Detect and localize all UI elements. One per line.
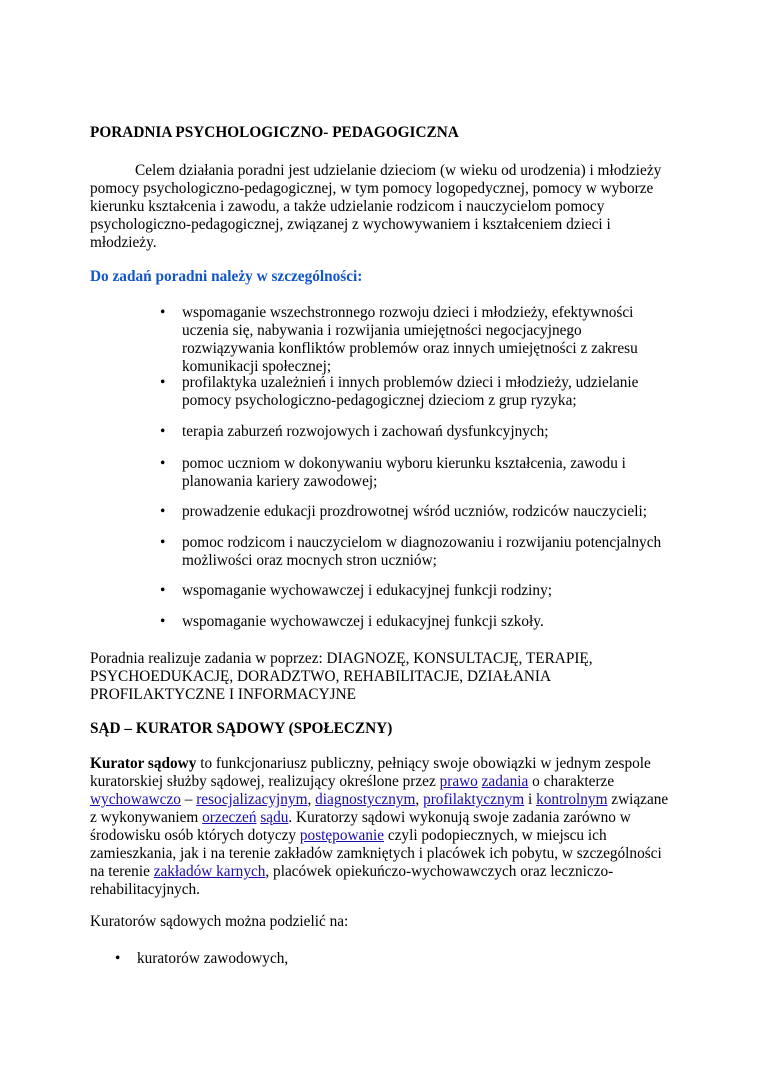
list-item: • kuratorów zawodowych, bbox=[137, 950, 627, 968]
link-resocjalizacyjnym[interactable]: resocjalizacyjnym bbox=[196, 791, 308, 808]
list-item: • wspomaganie wszechstronnego rozwoju dzieci i młodzieży, efektywności uczenia się, nabywania i rozwijania umiejętności negocjacyjnego rozwiązywania konfliktów problemów oraz innych umiejętności z zakresu komunikacji społecznej; bbox=[182, 304, 672, 376]
intro-paragraph: Celem działania poradni jest udzielanie dzieciom (w wieku od urodzenia) i młodzieży pomocy psychologiczno-pedagogicznej, w tym pomocy logopedycznej, pomocy w wyborze kierunku kształcenia i zawodu, a także udzielanie rodzicom i nauczycielom pomocy psychologiczno-pedagogicznej, związanej z wychowywaniem i kształceniem dzieci i młodzieży. bbox=[90, 162, 662, 251]
section-title-poradnia: PORADNIA PSYCHOLOGICZNO- PEDAGOGICZNA bbox=[90, 124, 459, 141]
list-item: • pomoc rodzicom i nauczycielom w diagnozowaniu i rozwijaniu potencjalnych możliwości oraz mocnych stron uczniów; bbox=[182, 534, 672, 570]
link-postepowanie[interactable]: postępowanie bbox=[299, 827, 385, 844]
link-prawo[interactable]: prawo bbox=[439, 773, 478, 790]
kurator-types-intro: Kuratorów sądowych można podzielić na: bbox=[90, 913, 349, 930]
section-title-kurator: SĄD – KURATOR SĄDOWY (SPOŁECZNY) bbox=[90, 720, 393, 737]
list-item: • profilaktyka uzależnień i innych problemów dzieci i młodzieży, udzielanie pomocy psychologiczno-pedagogicznej dzieciom z grup ryzyka; bbox=[182, 374, 672, 410]
list-item: • terapia zaburzeń rozwojowych i zachowań dysfunkcyjnych; bbox=[182, 423, 672, 441]
kurator-paragraph: Kurator sądowy to funkcjonariusz publiczny, pełniący swoje obowiązki w jednym zespole kuratorskiej służby sądowej, realizujący określone przez prawo zadania o charakterze wychowawczo – resocjalizacyjnym, diagnostycznym, profilaktycznym i kontrolnym związane z wykonywaniem orzeczeń sądu. Kuratorzy sądowi wykonują swoje zadania zarówno w środowisku osób których dotyczy postępowanie czyli podopiecznych, w miejscu ich zamieszkania, jak i na terenie zakładów zamkniętych i placówek ich pobytu, w szczególności na terenie zakładów karnych, placówek opiekuńczo-wychowawczych oraz leczniczo-rehabilitacyjnych. bbox=[90, 755, 669, 898]
link-wychowawczo[interactable]: wychowawczo bbox=[90, 791, 181, 808]
link-kontrolnym[interactable]: kontrolnym bbox=[536, 791, 608, 808]
list-item: • pomoc uczniom w dokonywaniu wyboru kierunku kształcenia, zawodu i planowania kariery zawodowej; bbox=[182, 455, 672, 491]
link-profilaktycznym[interactable]: profilaktycznym bbox=[423, 791, 525, 808]
list-item: • wspomaganie wychowawczej i edukacyjnej funkcji rodziny; bbox=[182, 582, 672, 600]
list-item: • prowadzenie edukacji prozdrowotnej wśród uczniów, rodziców nauczycieli; bbox=[182, 503, 672, 521]
list-item: • wspomaganie wychowawczej i edukacyjnej funkcji szkoły. bbox=[182, 613, 672, 631]
link-sadu[interactable]: sądu bbox=[260, 809, 289, 826]
tasks-heading: Do zadań poradni należy w szczególności: bbox=[90, 268, 363, 285]
kurator-term: Kurator sądowy bbox=[90, 755, 197, 772]
link-zadania[interactable]: zadania bbox=[481, 773, 529, 790]
link-zaklady-karne[interactable]: zakładów karnych bbox=[153, 863, 266, 880]
link-diagnostycznym[interactable]: diagnostycznym bbox=[315, 791, 416, 808]
summary-paragraph: Poradnia realizuje zadania w poprzez: DIAGNOZĘ, KONSULTACJĘ, TERAPIĘ, PSYCHOEDUKACJĘ, DORADZTWO, REHABILITACJE, DZIAŁANIA PROFILAKTYCZNE I INFORMACYJNE bbox=[90, 650, 593, 703]
link-orzeczen[interactable]: orzeczeń bbox=[202, 809, 257, 826]
